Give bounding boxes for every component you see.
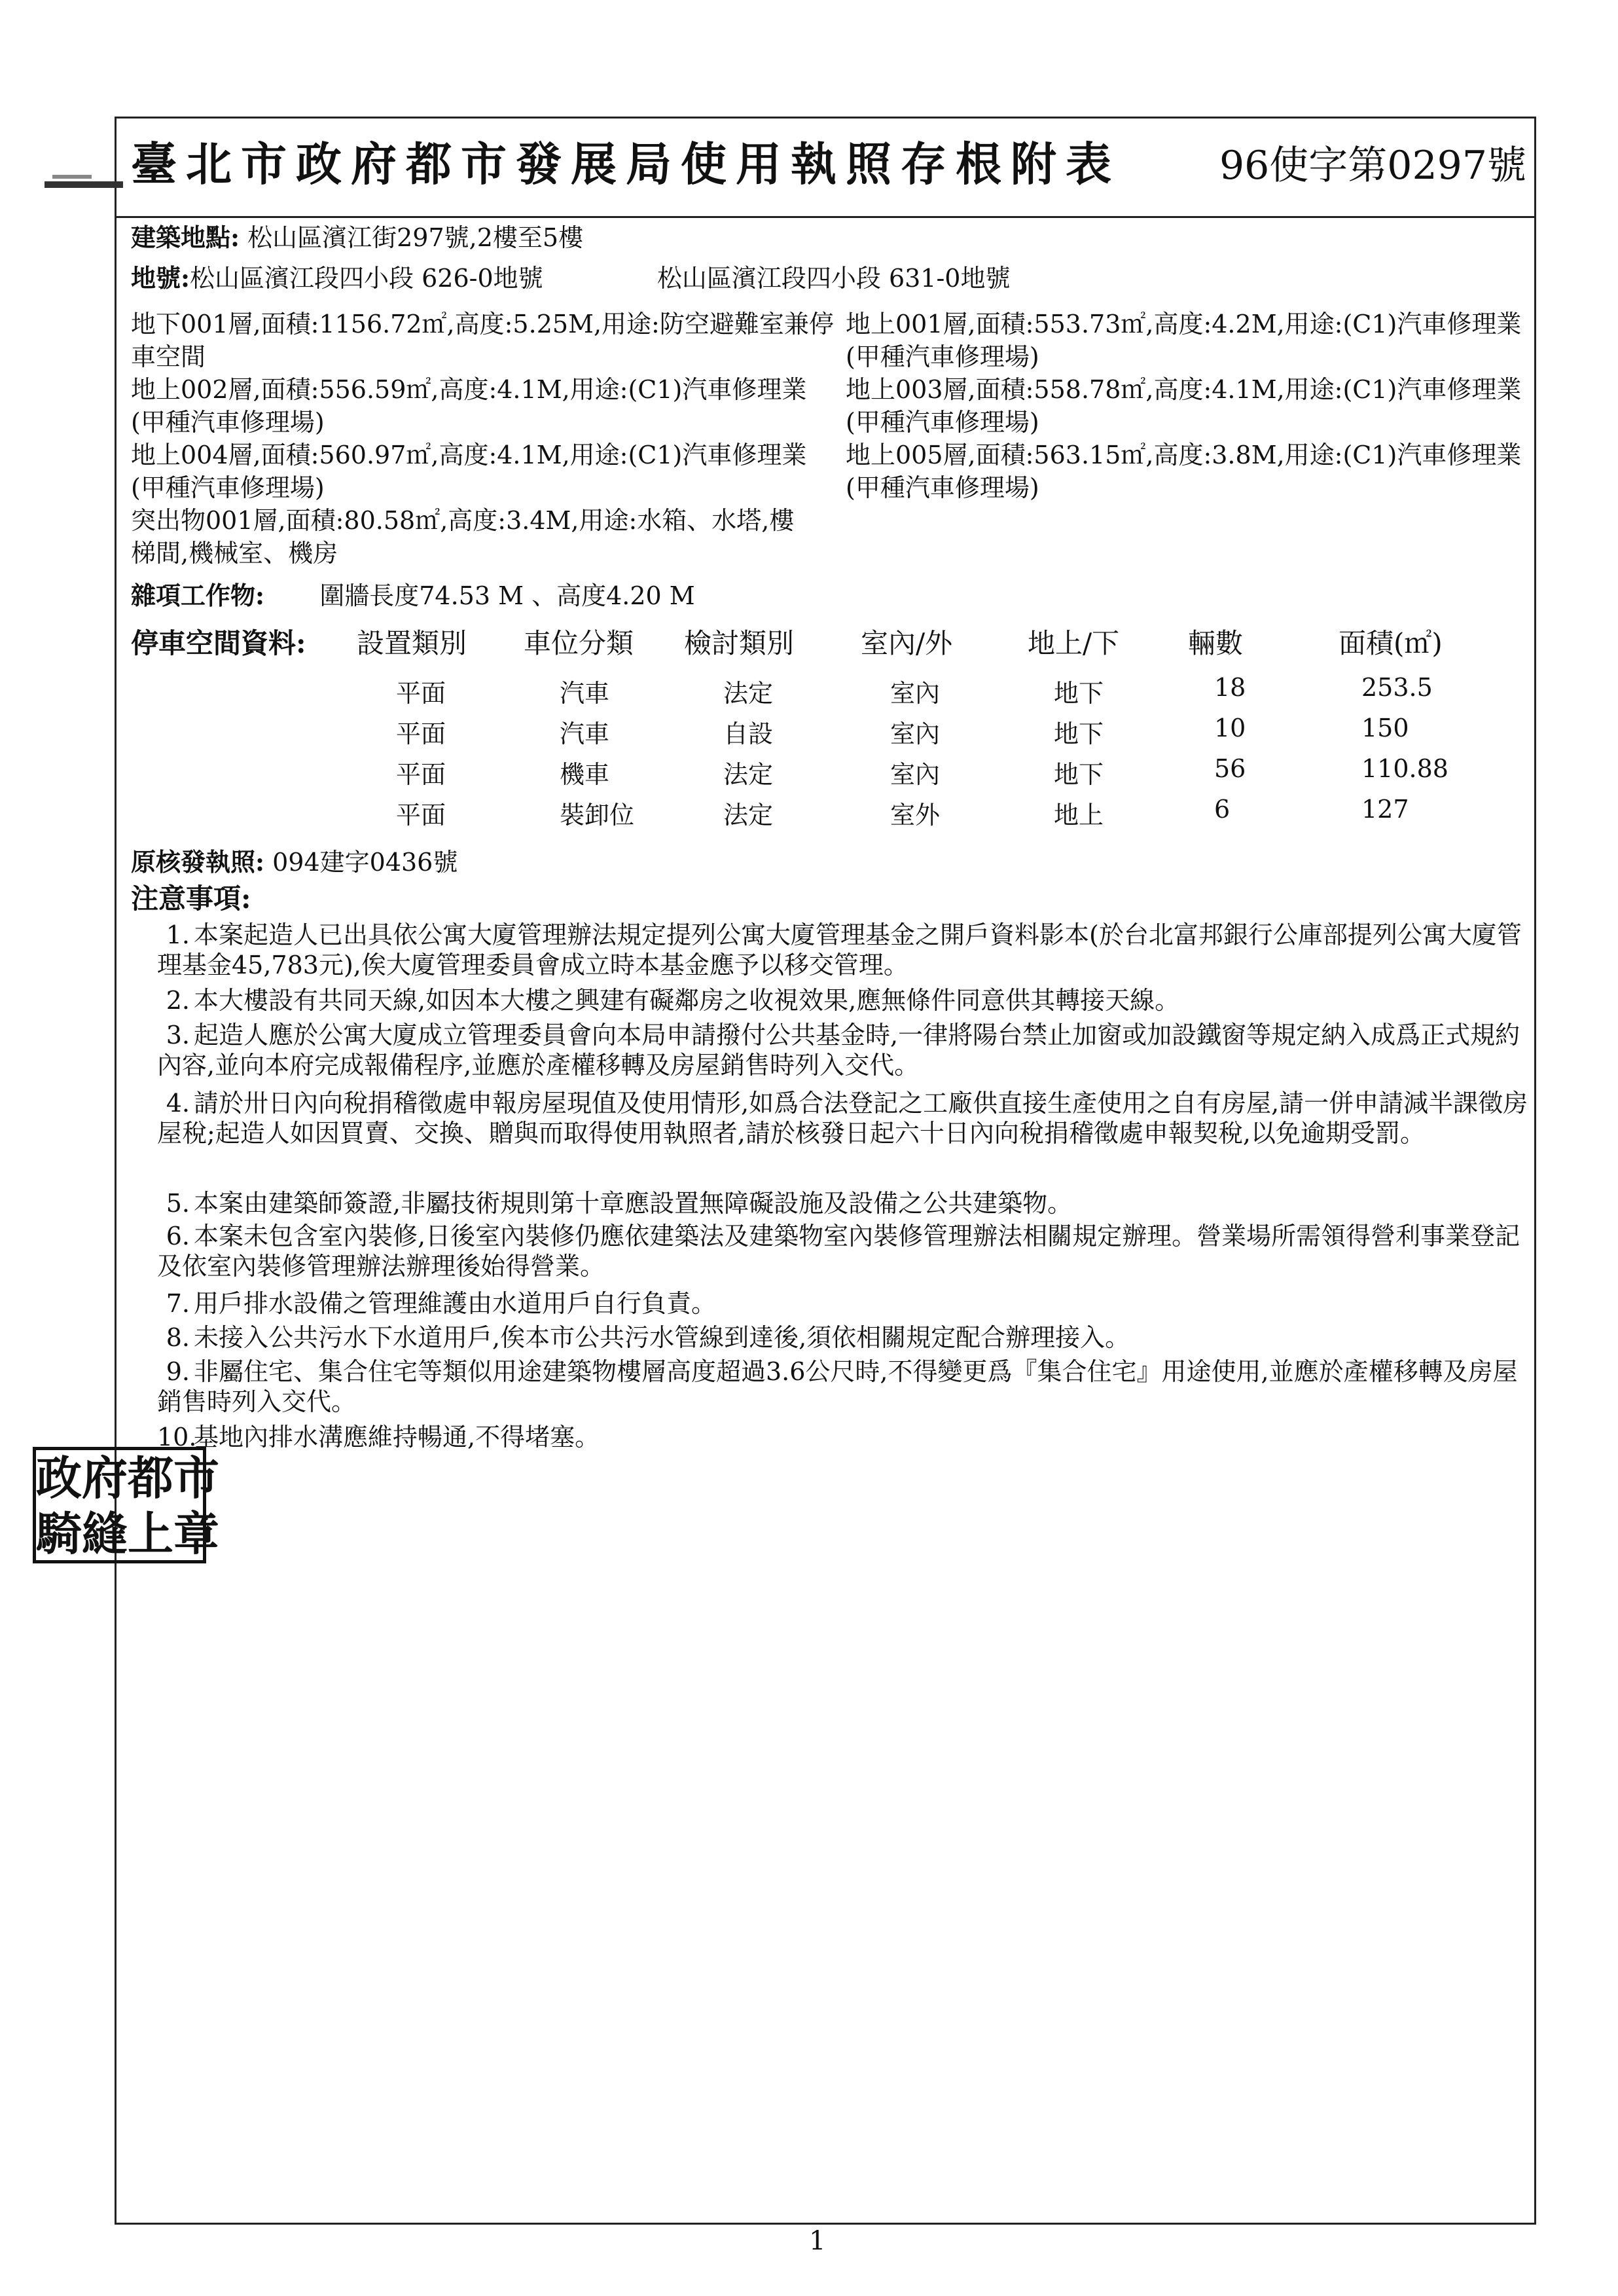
parking-header: 室內/外 bbox=[861, 627, 953, 659]
note-text: 本案未包含室內裝修,日後室內裝修仍應依建築法及建築物室內裝修管理辦法相關規定辦理。營業場所需領得營利事業登記及依室內裝修管理辦法辦理後始得營業。 bbox=[157, 1222, 1520, 1281]
parking-header: 設置類別 bbox=[357, 627, 467, 659]
page-title: 臺北市政府都市發展局使用執照存根附表 bbox=[131, 137, 1121, 191]
parking-cell: 室外 bbox=[890, 801, 941, 829]
note-text: 起造人應於公寓大廈成立管理委員會向本局申請撥付公共基金時,一律將陽台禁止加窗或加設鐵窗等規定納入成爲正式規約內容,並向本府完成報備程序,並應於產權移轉及房屋銷售時列入交代。 bbox=[157, 1021, 1520, 1080]
floor-entry: 地上004層,面積:560.97㎡,高度:4.1M,用途:(C1)汽車修理業(甲種汽車修理場) bbox=[131, 441, 807, 502]
parking-cell: 10 bbox=[1214, 714, 1246, 742]
parking-cell: 6 bbox=[1214, 795, 1231, 824]
official-seal-stamp bbox=[33, 1447, 219, 1563]
parking-cell: 253.5 bbox=[1361, 673, 1433, 702]
note-item bbox=[157, 1422, 1538, 1452]
parking-label: 停車空間資料: bbox=[131, 627, 306, 659]
note-number: 6. bbox=[166, 1222, 190, 1250]
parking-cell: 法定 bbox=[723, 679, 774, 708]
parking-cell: 汽車 bbox=[560, 720, 610, 748]
seal-char: 縫 bbox=[82, 1506, 128, 1561]
note-text: 請於卅日內向稅捐稽徵處申報房屋現值及使用情形,如爲合法登記之工廠供直接生產使用之自有房屋,請一併申請減半課徵房屋稅;起造人如因買賣、交換、贈與而取得使用執照者,請於核發日起六十日內向稅捐稽徵處申報契稅,以免逾期受罰。 bbox=[157, 1089, 1528, 1148]
parking-header: 輛數 bbox=[1188, 627, 1244, 659]
note-number: 7. bbox=[166, 1289, 190, 1318]
note-item bbox=[157, 1288, 1538, 1319]
parking-cell: 法定 bbox=[723, 760, 774, 789]
note-number: 2. bbox=[166, 986, 190, 1015]
original-permit-row bbox=[131, 846, 458, 879]
note-text: 基地內排水溝應維持暢通,不得堵塞。 bbox=[194, 1423, 600, 1451]
floor-entry: 突出物001層,面積:80.58㎡,高度:3.4M,用途:水箱、水塔,樓梯間,機械室、機房 bbox=[131, 506, 795, 568]
note-text: 未接入公共污水下水道用戶,俟本市公共污水管線到達後,須依相關規定配合辦理接入。 bbox=[194, 1323, 1130, 1352]
floor-entry: 地上005層,面積:563.15㎡,高度:3.8M,用途:(C1)汽車修理業(甲種汽車修理場) bbox=[846, 441, 1522, 502]
address-value: 松山區濱江街297號,2樓至5樓 bbox=[247, 223, 584, 252]
note-item bbox=[157, 920, 1538, 980]
parking-cell: 110.88 bbox=[1361, 754, 1448, 783]
seal-char: 章 bbox=[173, 1506, 219, 1561]
note-number: 8. bbox=[166, 1323, 190, 1352]
note-text: 用戶排水設備之管理維護由水道用戶自行負責。 bbox=[194, 1289, 717, 1318]
notes-title: 注意事項: bbox=[131, 883, 251, 915]
note-text: 本案由建築師簽證,非屬技術規則第十章應設置無障礙設施及設備之公共建築物。 bbox=[194, 1189, 1073, 1218]
floor-entry: 地上002層,面積:556.59㎡,高度:4.1M,用途:(C1)汽車修理業(甲種汽車修理場) bbox=[131, 375, 807, 437]
note-number: 5. bbox=[166, 1189, 190, 1218]
parking-cell: 機車 bbox=[560, 760, 610, 789]
note-number: 4. bbox=[166, 1089, 190, 1118]
note-item bbox=[157, 1088, 1538, 1148]
note-item bbox=[157, 1020, 1538, 1080]
parking-cell: 56 bbox=[1214, 754, 1246, 783]
misc-works-value: 圍牆長度74.53 M 、高度4.20 M bbox=[319, 581, 695, 610]
parking-cell: 平面 bbox=[396, 720, 446, 748]
parking-cell: 地上 bbox=[1054, 801, 1104, 829]
seal-char: 都 bbox=[128, 1451, 173, 1505]
permit-number: 96使字第0297號 bbox=[1219, 143, 1526, 189]
note-text: 本大樓設有共同天線,如因本大樓之興建有礙鄰房之收視效果,應無條件同意供其轉接天線。 bbox=[194, 986, 1180, 1015]
parking-cell: 平面 bbox=[396, 801, 446, 829]
parking-cell: 地下 bbox=[1054, 720, 1104, 748]
scan-artifact-mark bbox=[39, 167, 131, 200]
address-label: 建築地點: bbox=[131, 223, 240, 252]
original-permit-label: 原核發執照: bbox=[131, 847, 265, 877]
parking-cell: 室內 bbox=[890, 760, 941, 789]
parking-header: 地上/下 bbox=[1028, 627, 1120, 659]
parking-cell: 地下 bbox=[1054, 679, 1104, 708]
seal-char: 府 bbox=[82, 1451, 128, 1505]
parking-cell: 地下 bbox=[1054, 760, 1104, 789]
note-number: 9. bbox=[166, 1357, 190, 1386]
note-item bbox=[157, 985, 1538, 1015]
note-item bbox=[157, 1188, 1538, 1218]
misc-works-label: 雜項工作物: bbox=[131, 581, 265, 610]
parking-cell: 法定 bbox=[723, 801, 774, 829]
parking-cell: 室內 bbox=[890, 720, 941, 748]
note-item bbox=[157, 1322, 1538, 1353]
lot-row bbox=[131, 262, 1011, 295]
parking-cell: 自設 bbox=[723, 720, 774, 748]
parking-cell: 127 bbox=[1361, 795, 1409, 824]
misc-works-row bbox=[131, 579, 695, 612]
floor-entry: 地上001層,面積:553.73㎡,高度:4.2M,用途:(C1)汽車修理業(甲種汽車修理場) bbox=[846, 310, 1522, 371]
note-item bbox=[157, 1221, 1538, 1281]
parking-cell: 150 bbox=[1361, 714, 1409, 742]
parking-cell: 平面 bbox=[396, 760, 446, 789]
title-divider bbox=[115, 216, 1536, 218]
original-permit-value: 094建字0436號 bbox=[272, 848, 458, 877]
floor-entry: 地下001層,面積:1156.72㎡,高度:5.25M,用途:防空避難室兼停車空間 bbox=[131, 310, 834, 371]
seal-char: 上 bbox=[128, 1506, 173, 1561]
lot-value-2: 松山區濱江段四小段 631-0地號 bbox=[656, 264, 1011, 293]
lot-label: 地號: bbox=[131, 263, 190, 293]
parking-header: 面積(㎡) bbox=[1339, 627, 1443, 659]
parking-header: 檢討類別 bbox=[684, 627, 795, 659]
note-number: 10. bbox=[157, 1423, 197, 1451]
parking-header: 車位分類 bbox=[524, 627, 634, 659]
seal-char: 政 bbox=[36, 1451, 82, 1505]
note-text: 非屬住宅、集合住宅等類似用途建築物樓層高度超過3.6公尺時,不得變更爲『集合住宅』用途使用,並應於產權移轉及房屋銷售時列入交代。 bbox=[157, 1357, 1518, 1416]
parking-cell: 18 bbox=[1214, 673, 1246, 702]
note-number: 1. bbox=[166, 920, 190, 949]
note-item bbox=[157, 1357, 1538, 1417]
page-number: 1 bbox=[809, 2226, 826, 2256]
note-text: 本案起造人已出具依公寓大廈管理辦法規定提列公寓大廈管理基金之開戶資料影本(於台北富邦銀行公庫部提列公寓大廈管理基金45,783元),俟大廈管理委員會成立時本基金應予以移交管理。 bbox=[157, 920, 1522, 979]
parking-cell: 平面 bbox=[396, 679, 446, 708]
floor-entry: 地上003層,面積:558.78㎡,高度:4.1M,用途:(C1)汽車修理業(甲種汽車修理場) bbox=[846, 375, 1522, 437]
parking-cell: 汽車 bbox=[560, 679, 610, 708]
note-number: 3. bbox=[166, 1021, 190, 1049]
seal-char: 騎 bbox=[36, 1506, 82, 1561]
address-row bbox=[131, 221, 583, 254]
parking-cell: 裝卸位 bbox=[560, 801, 635, 829]
parking-cell: 室內 bbox=[890, 679, 941, 708]
lot-value-1: 松山區濱江段四小段 626-0地號 bbox=[190, 264, 543, 293]
seal-char: 市 bbox=[173, 1451, 219, 1505]
